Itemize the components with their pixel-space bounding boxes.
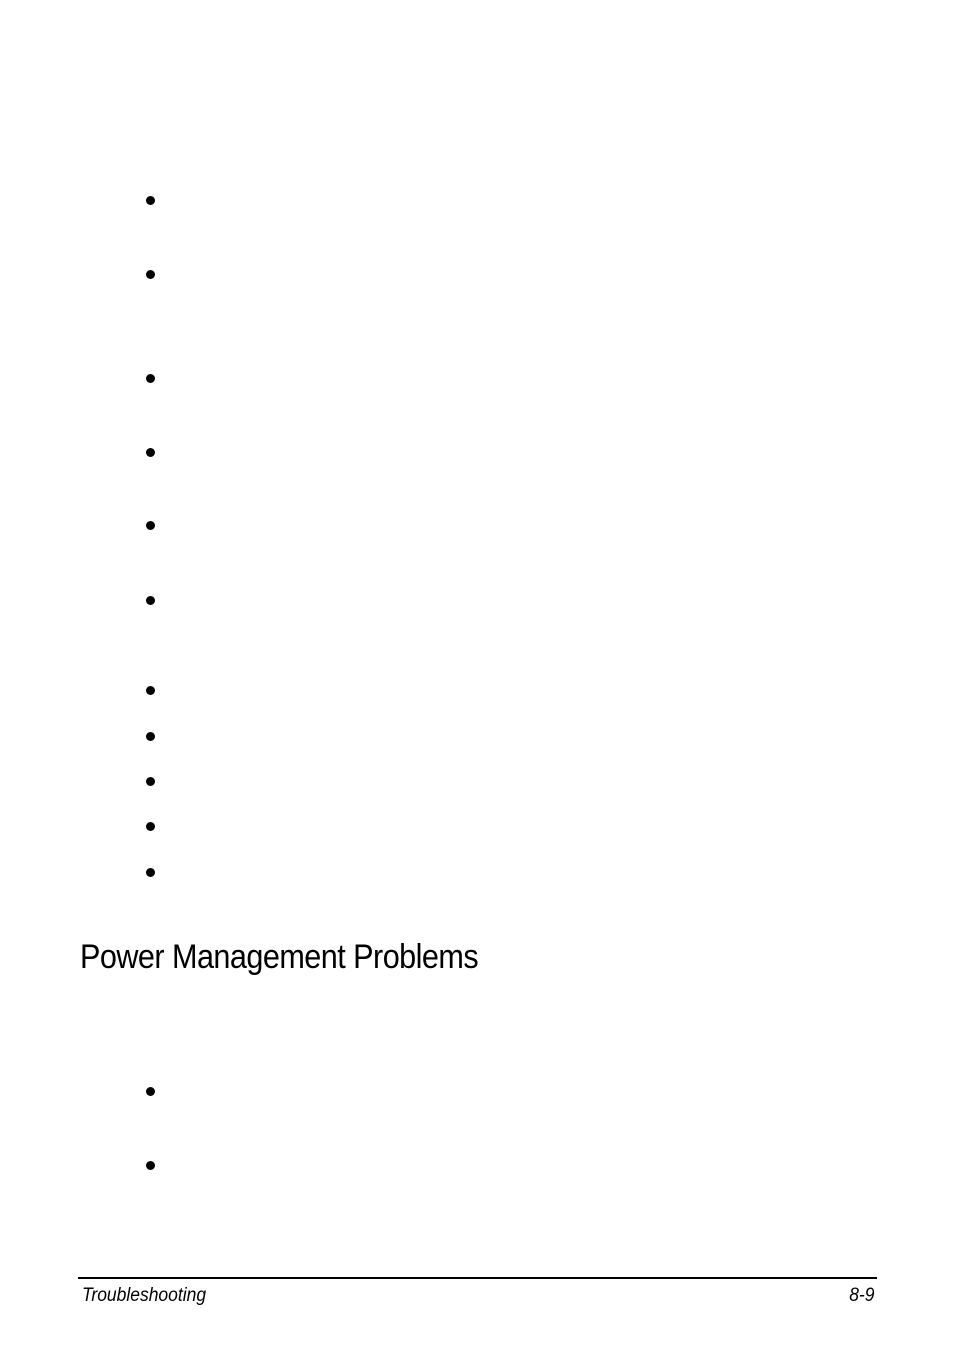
footer-page-number: 8-9 xyxy=(848,1285,874,1306)
bullet-icon xyxy=(146,196,155,205)
footer-chapter-title: Troubleshooting xyxy=(82,1285,207,1306)
bullet-icon xyxy=(146,596,155,605)
bullet-icon xyxy=(146,686,155,695)
footer-divider xyxy=(78,1277,877,1279)
bullet-icon xyxy=(146,448,155,457)
bullet-icon xyxy=(146,732,155,741)
bullet-icon xyxy=(146,270,155,279)
bullet-icon xyxy=(146,1161,155,1170)
bullet-icon xyxy=(146,521,155,530)
bullet-icon xyxy=(146,822,155,831)
bullet-icon xyxy=(146,868,155,877)
bullet-icon xyxy=(146,374,155,383)
bullet-icon xyxy=(146,777,155,786)
section-heading: Power Management Problems xyxy=(80,938,479,976)
bullet-icon xyxy=(146,1087,155,1096)
